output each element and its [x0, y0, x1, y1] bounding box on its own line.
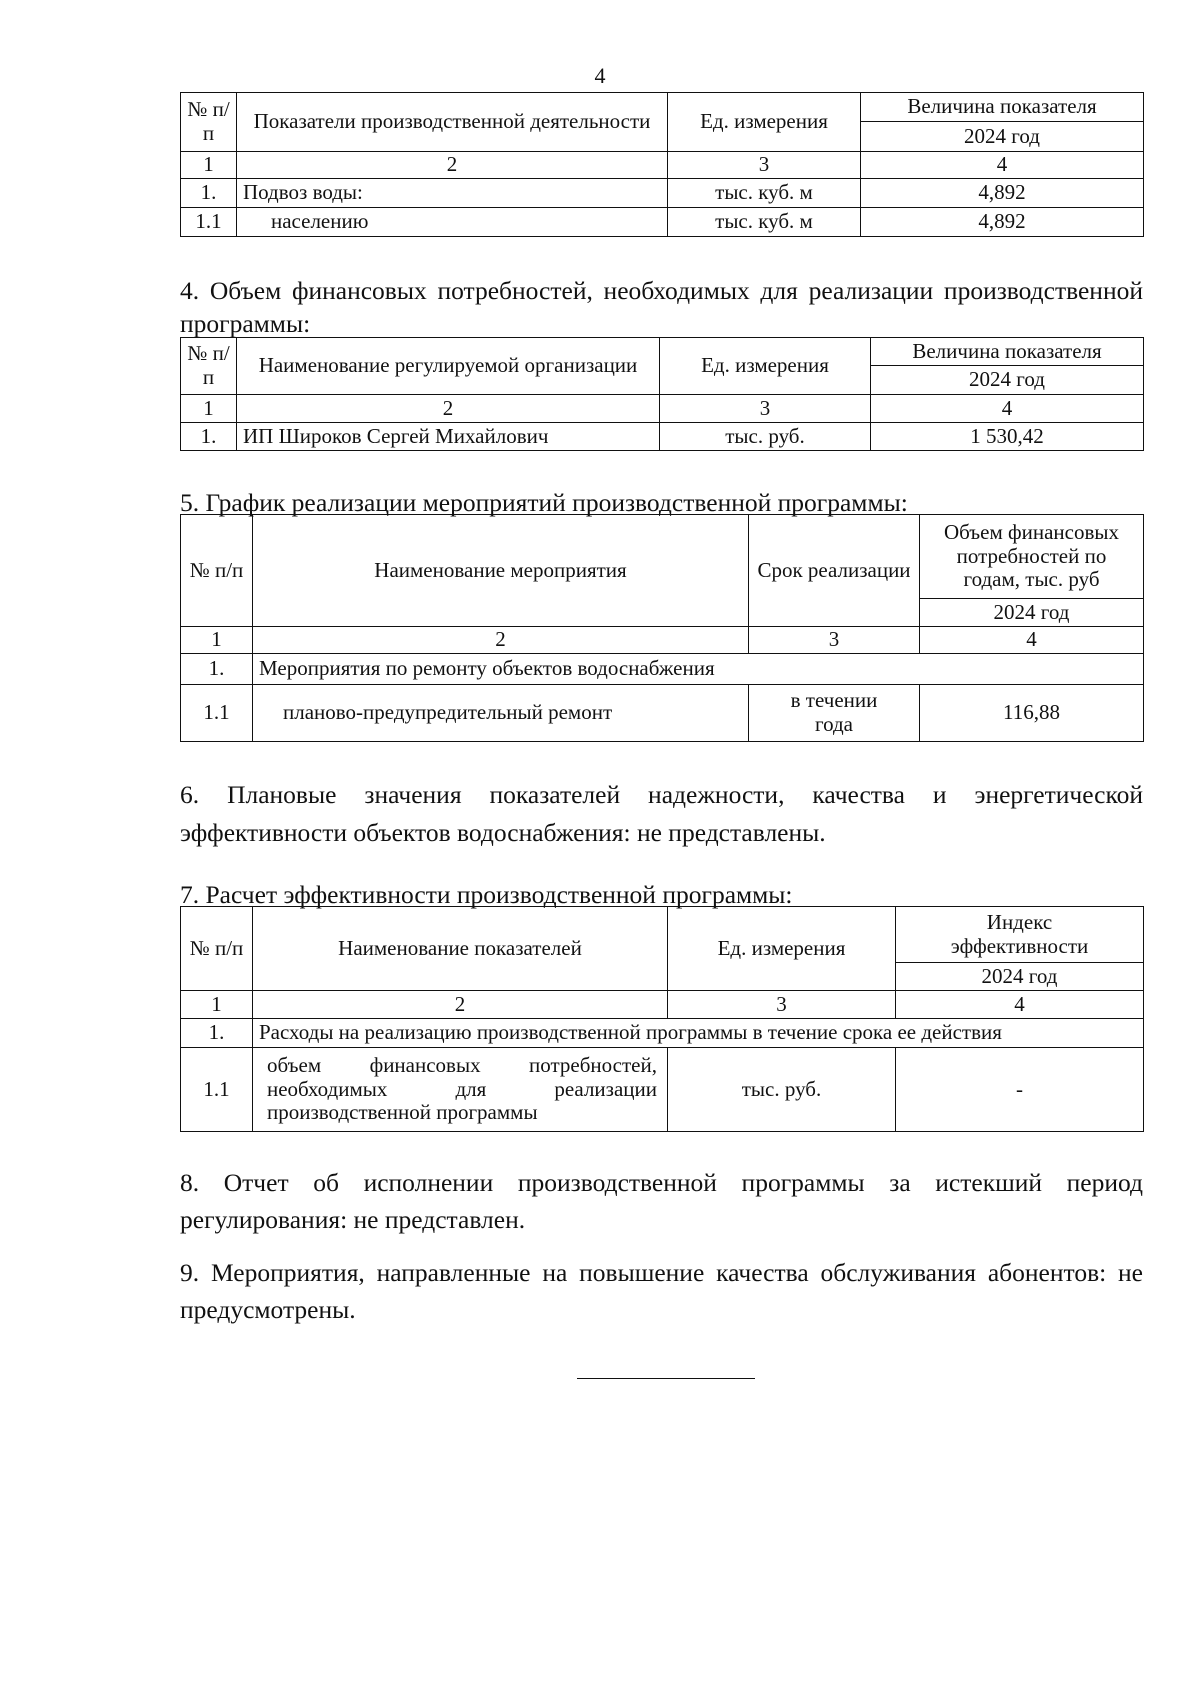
- table-row: [181, 685, 1144, 742]
- group-name: Расходы на реализацию производственной программы в течение срока ее действия: [253, 1019, 1144, 1048]
- col-number: 2: [237, 395, 660, 423]
- header-value: Величина показателя: [871, 338, 1144, 366]
- table-row: [181, 179, 1144, 208]
- page-number: 4: [594, 63, 606, 88]
- col-number: 3: [668, 991, 896, 1019]
- header-num: № п/п: [181, 93, 237, 152]
- row-num: 1.1: [181, 685, 253, 742]
- group-name: Мероприятия по ремонту объектов водоснабжения: [253, 654, 1144, 685]
- col-number: 4: [920, 627, 1144, 654]
- header-num: № п/п: [181, 338, 237, 395]
- row-unit: тыс. куб. м: [668, 179, 861, 208]
- row-name: Подвоз воды:: [237, 179, 668, 208]
- header-num: № п/п: [181, 907, 253, 991]
- header-term: Срок реализации: [749, 515, 920, 627]
- header-num: № п/п: [181, 515, 253, 627]
- row-name: объем финансовых потребностей, необходимых для реализации производственной программы: [253, 1048, 668, 1132]
- row-num: 1.: [181, 179, 237, 208]
- header-value: Индекс эффективности: [896, 907, 1144, 963]
- row-name: населению: [237, 208, 668, 237]
- header-unit: Ед. измерения: [660, 338, 871, 395]
- table-row: [181, 423, 1144, 451]
- col-number: 4: [861, 152, 1144, 179]
- row-unit: тыс. куб. м: [668, 208, 861, 237]
- row-unit: тыс. руб.: [668, 1048, 896, 1132]
- production-indicators-table: [180, 92, 1144, 237]
- row-value: -: [896, 1048, 1144, 1132]
- header-organization: Наименование регулируемой организации: [237, 338, 660, 395]
- financial-needs-table: [180, 337, 1144, 451]
- col-number: 1: [181, 152, 237, 179]
- row-name: ИП Широков Сергей Михайлович: [237, 423, 660, 451]
- group-row: [181, 654, 1144, 685]
- header-year: 2024 год: [861, 122, 1144, 152]
- group-row: [181, 1019, 1144, 1048]
- efficiency-table: [180, 906, 1144, 1132]
- table-row: [181, 208, 1144, 237]
- header-indicators: Наименование показателей: [253, 907, 668, 991]
- col-number: 2: [253, 991, 668, 1019]
- section-5-title: 5. График реализации мероприятий производственной программы:: [180, 488, 908, 517]
- header-year: 2024 год: [896, 963, 1144, 991]
- header-year: 2024 год: [871, 366, 1144, 395]
- section-8-text: 8. Отчет об исполнении производственной программы за истекший период регулирования: не представлен.: [180, 1168, 1143, 1234]
- header-value: Величина показателя: [861, 93, 1144, 122]
- header-year: 2024 год: [920, 599, 1144, 627]
- section-6-text: 6. Плановые значения показателей надежности, качества и энергетической эффективности объектов водоснабжения: не представлены.: [180, 780, 1143, 847]
- col-number: 1: [181, 395, 237, 423]
- header-value: Объем финансовых потребностей по годам, тыс. руб: [920, 515, 1144, 599]
- col-number: 3: [668, 152, 861, 179]
- row-num: 1.1: [181, 1048, 253, 1132]
- col-number: 4: [871, 395, 1144, 423]
- row-name: планово-предупредительный ремонт: [253, 685, 749, 742]
- header-activity: Наименование мероприятия: [253, 515, 749, 627]
- row-value: 1 530,42: [871, 423, 1144, 451]
- col-number: 1: [181, 991, 253, 1019]
- section-9-text: 9. Мероприятия, направленные на повышение качества обслуживания абонентов: не предусмотрены.: [180, 1258, 1143, 1324]
- row-value: 4,892: [861, 208, 1144, 237]
- col-number: 4: [896, 991, 1144, 1019]
- group-num: 1.: [181, 654, 253, 685]
- col-number: 2: [237, 152, 668, 179]
- col-number: 2: [253, 627, 749, 654]
- end-divider-line: [577, 1378, 755, 1379]
- header-unit: Ед. измерения: [668, 907, 896, 991]
- row-value: 4,892: [861, 179, 1144, 208]
- header-unit: Ед. измерения: [668, 93, 861, 152]
- row-term: в течении года: [749, 685, 920, 742]
- section-4-text: 4. Объем финансовых потребностей, необходимых для реализации производственной программы:: [180, 276, 1143, 338]
- row-unit: тыс. руб.: [660, 423, 871, 451]
- header-indicator-name: Показатели производственной деятельности: [237, 93, 668, 152]
- row-value: 116,88: [920, 685, 1144, 742]
- section-7-title: 7. Расчет эффективности производственной программы:: [180, 880, 793, 909]
- col-number: 3: [749, 627, 920, 654]
- col-number: 3: [660, 395, 871, 423]
- row-num: 1.1: [181, 208, 237, 237]
- row-num: 1.: [181, 423, 237, 451]
- col-number: 1: [181, 627, 253, 654]
- group-num: 1.: [181, 1019, 253, 1048]
- schedule-table: [180, 514, 1144, 742]
- table-row: [181, 1048, 1144, 1132]
